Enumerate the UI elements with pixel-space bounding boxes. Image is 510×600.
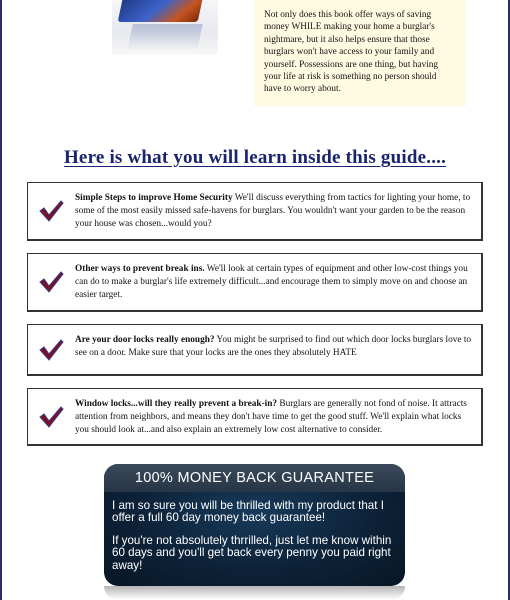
- feature-title: Are your door locks really enough?: [75, 335, 215, 345]
- book-cover-art: [118, 0, 203, 22]
- book-reflection: [127, 24, 203, 50]
- feature-text: [75, 263, 473, 301]
- money-back-guarantee-panel: [104, 464, 405, 586]
- checkmark-icon: [38, 404, 64, 430]
- checkmark-icon: [38, 198, 64, 224]
- feature-text: [75, 398, 473, 436]
- feature-body: You might be surprised to find out which door locks burglars love to see on a door. Make sure that your locks are the ones they absolutely HATE: [75, 335, 472, 358]
- guarantee-reflection: [104, 586, 405, 600]
- intro-note-text: Not only does this book offer ways of saving money WHILE making your home a burglar's nightmare, but it also helps ensure that those burglars won't have access to your family and yourself. Possessions are one thing, but having your life at risk is something no person should have to worry about.: [264, 10, 439, 95]
- guarantee-title: 100% MONEY BACK GUARANTEE: [104, 464, 405, 492]
- feature-body: We'll look at certain types of equipment and other low-cost things you can do to make a burglar's life extremely difficult...and encourage them to simply move on and choose an easier target.: [75, 264, 468, 300]
- feature-text: [75, 192, 473, 230]
- feature-text: [75, 334, 473, 360]
- checkmark-icon: [38, 269, 64, 295]
- feature-box-home-security: [27, 182, 483, 241]
- feature-title: Simple Steps to improve Home Security: [75, 193, 233, 203]
- feature-title: Window locks...will they really prevent a break-in?: [75, 399, 278, 409]
- book-cover-image: [112, 0, 218, 55]
- intro-note-box: [254, 0, 466, 106]
- checkmark-icon: [38, 337, 64, 363]
- feature-box-prevent-break-ins: [27, 253, 483, 312]
- guarantee-text-1: I am so sure you will be thrilled with my product that I offer a full 60 day money back guarantee!: [112, 499, 384, 525]
- feature-box-door-locks: [27, 324, 483, 376]
- section-heading: Here is what you will learn inside this guide....: [63, 147, 447, 168]
- feature-body: We'll discuss everything from tactics for lighting your home, to some of the most easily missed safe-havens for burglars. You wouldn't want your garden to be the reason your house was chosen...would you?: [75, 193, 471, 229]
- feature-body: Burglars are generally not fond of noise. It attracts attention from neighbors, and means they don't have time to get the good stuff. We'll explain what locks you should look at...and also explain an extremely low cost alternative to consider.: [75, 399, 467, 435]
- feature-box-window-locks: [27, 388, 483, 446]
- feature-title: Other ways to prevent break ins.: [75, 264, 205, 274]
- guarantee-text-2: If you're not absolutely thrrilled, just let me know within 60 days and you'll get back every penny you paid right away!: [112, 534, 392, 572]
